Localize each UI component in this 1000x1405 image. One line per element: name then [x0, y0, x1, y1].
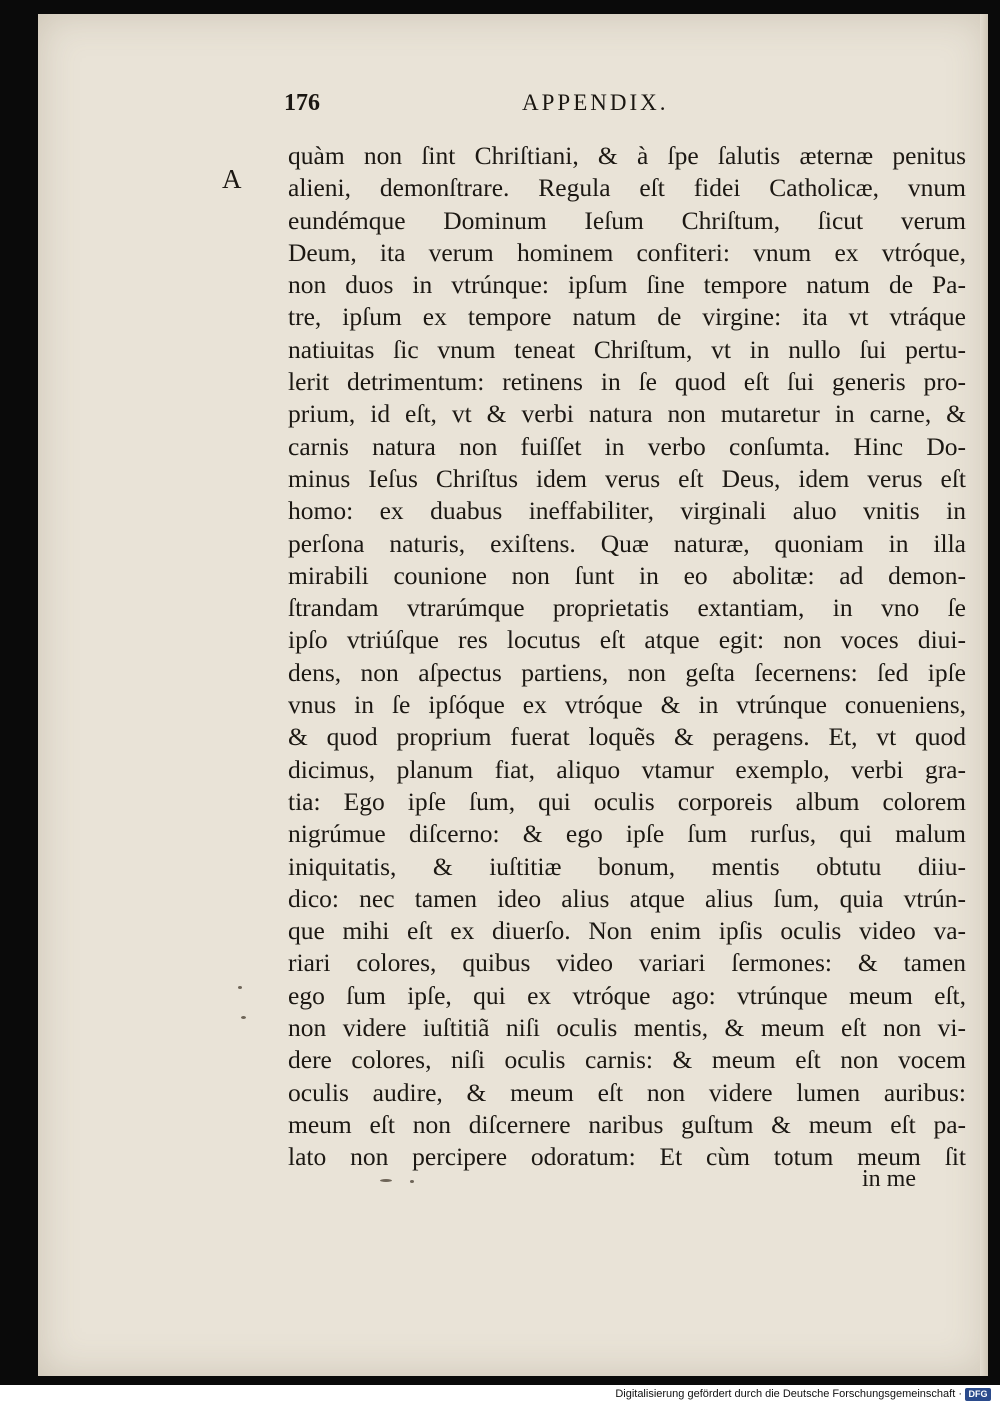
text-line: nigrúmue diſcerno: & ego ipſe ſum rurſus, qui malum: [288, 819, 966, 849]
book-page: [38, 14, 988, 1376]
text-line: prium, id eſt, vt & verbi natura non mutaretur in carne, &: [288, 399, 966, 429]
running-head: [38, 90, 988, 120]
footer-bar: [0, 1385, 1000, 1405]
page-number: 176: [284, 90, 320, 116]
text-line: lato non percipere odoratum: Et cùm totum meum ſit: [288, 1142, 966, 1172]
text-line: alieni, demonſtrare. Regula eſt fidei Catholicæ, vnum: [288, 173, 966, 203]
text-line: tia: Ego ipſe ſum, qui oculis corporeis album colorem: [288, 786, 966, 816]
text-line: mirabili counione non ſunt in eo abolitæ: ad demon-: [288, 560, 966, 590]
text-line: Deum, ita verum hominem confiteri: vnum ex vtróque,: [288, 237, 966, 267]
text-line: que mihi eſt ex diuerſo. Non enim ipſis oculis video va-: [288, 916, 966, 946]
text-line: homo: ex duabus ineffabiliter, virginali aluo vnitis in: [288, 496, 966, 526]
margin-letter: A: [222, 164, 242, 194]
ink-smudge: [238, 986, 242, 989]
funding-credit: Digitalisierung gefördert durch die Deutsche Forschungsgemeinschaft ·: [615, 1388, 962, 1400]
text-line: riari colores, quibus video variari ſermones: & tamen: [288, 948, 966, 978]
text-line: natiuitas ſic vnum teneat Chriſtum, vt in nullo ſui pertu-: [288, 334, 966, 364]
text-line: minus Ieſus Chriſtus idem verus eſt Deus, idem verus eſt: [288, 463, 966, 493]
text-line: ſtrandam vtrarúmque proprietatis extantiam, in vno ſe: [288, 593, 966, 623]
text-line: non duos in vtrúnque: ipſum ſine tempore natum de Pa-: [288, 270, 966, 300]
text-line: iniquitatis, & iuſtitiæ bonum, mentis obtutu diiu-: [288, 851, 966, 881]
text-line: dere colores, niſi oculis carnis: & meum eſt non vocem: [288, 1045, 966, 1075]
text-line: ipſo vtriúſque res locutus eſt atque egit: non voces diui-: [288, 625, 966, 655]
text-line: & quod proprium fuerat loquẽs & peragens. Et, vt quod: [288, 722, 966, 752]
text-line: quàm non ſint Chriſtiani, & à ſpe ſalutis æternæ penitus: [288, 141, 966, 170]
running-title: APPENDIX.: [522, 90, 669, 115]
ink-smudge: [410, 1180, 414, 1183]
text-line: eundémque Dominum Ieſum Chriſtum, ſicut verum: [288, 205, 966, 235]
text-line: vnus in ſe ipſóque ex vtróque & in vtrúnque conueniens,: [288, 690, 966, 720]
catchword: in me: [862, 1166, 916, 1192]
text-line: lerit detrimentum: retinens in ſe quod eſt ſui generis pro-: [288, 367, 966, 397]
text-line: dens, non aſpectus partiens, non geſta ſecernens: ſed ipſe: [288, 657, 966, 687]
text-line: tre, ipſum ex tempore natum de virgine: ita vt vtráque: [288, 302, 966, 332]
dfg-logo-icon: DFG: [965, 1388, 991, 1401]
page-edge: [980, 14, 988, 1376]
text-line: ego ſum ipſe, qui ex vtróque ago: vtrúnque meum eſt,: [288, 980, 966, 1010]
body-text: [288, 140, 966, 1174]
text-line: meum eſt non diſcernere naribus guſtum & meum eſt pa-: [288, 1109, 966, 1139]
text-line: oculis audire, & meum eſt non videre lumen auribus:: [288, 1077, 966, 1107]
ink-smudge: [241, 1016, 246, 1019]
text-line: dicimus, planum fiat, aliquo vtamur exemplo, verbi gra-: [288, 754, 966, 784]
text-line: perſona naturis, exiſtens. Quæ naturæ, quoniam in illa: [288, 528, 966, 558]
text-line: dico: nec tamen ideo alius atque alius ſum, quia vtrún-: [288, 883, 966, 913]
ink-smudge: [380, 1179, 392, 1182]
text-line: non videre iuſtitiã niſi oculis mentis, & meum eſt non vi-: [288, 1013, 966, 1043]
text-line: carnis natura non fuiſſet in verbo conſumta. Hinc Do-: [288, 431, 966, 461]
